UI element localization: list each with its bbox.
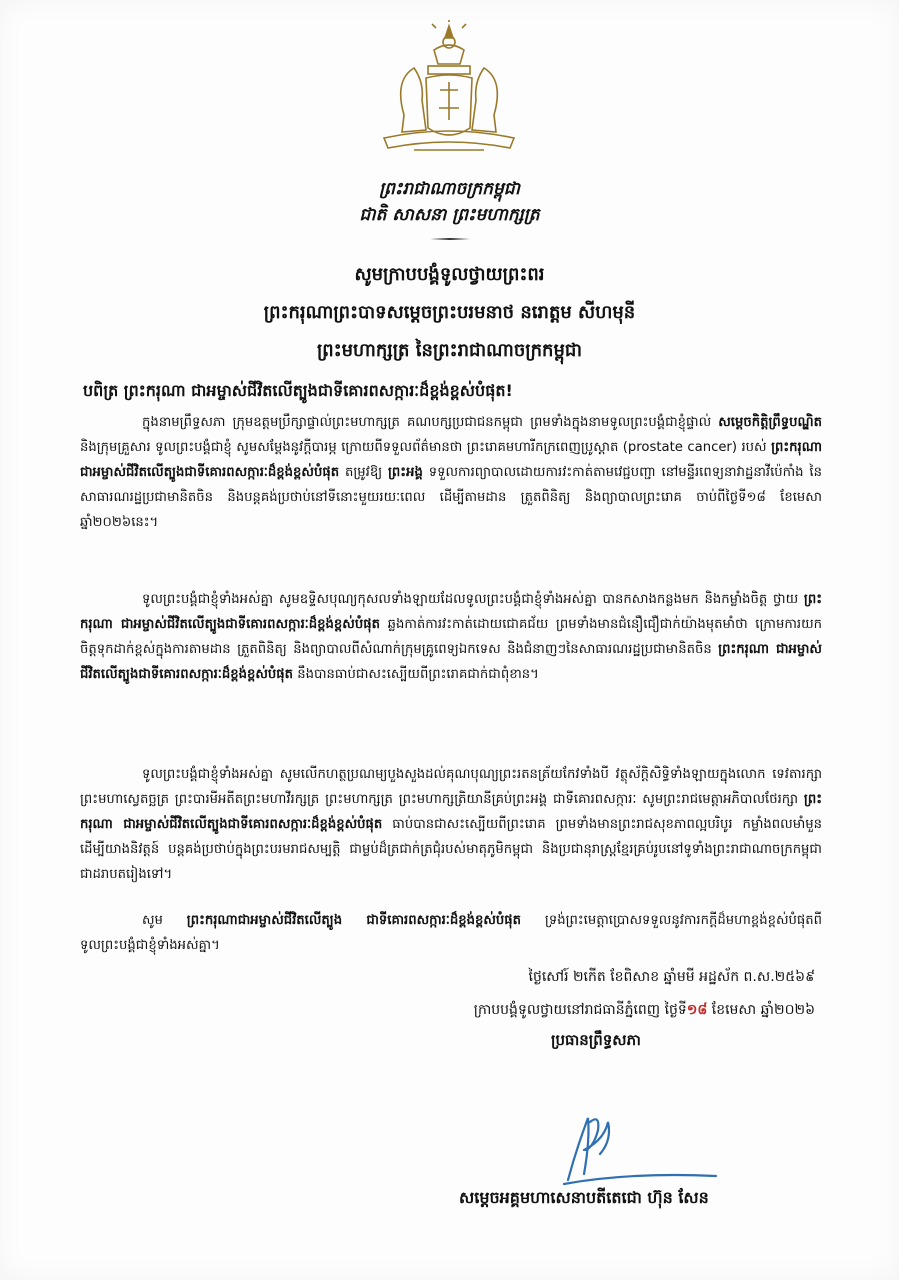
- national-motto: ជាតិ សាសនា ព្រះមហាក្សត្រ: [359, 205, 540, 225]
- paragraph-2: ទូលព្រះបង្គំជាខ្ញុំទាំងអស់គ្នា សូមឧទ្ទិសបុណ្យកុសលទាំងឡាយដែលទូលព្រះបង្គំជាខ្ញុំទាំងអស់គ្នា បានកសាងកន្លងមក និងកម្លាំងចិត្ត ថ្វាយ ព្រះករុណា ជាអម្ចាស់ជីវិតលើត្បូងជាទីគោរពសក្ការៈដ៏ខ្ពង់ខ្ពស់បំផុត ឆ្លងកាត់ការវះកាត់ដោយជោគជ័យ ព្រមទាំងមានជំនឿជឿជាក់យ៉ាងមុតមាំថា ក្រោមការយកចិត្តទុកដាក់ខ្ពស់ក្នុងការតាមដាន ត្រួតពិនិត្យ និងព្យាបាលពីសំណាក់ក្រុមគ្រូពេទ្យឯកទេស និងជំនាញៗនៃសាធារណរដ្ឋប្រជាមានិតចិន ព្រះករុណា ជាអម្ចាស់ជីវិតលើត្បូងជាទីគោរពសក្ការៈដ៏ខ្ពង់ខ្ពស់បំផុត នឹងបានធាប់ជាសះស្បើយពីព្រះរោគជាក់ជាពុំខាន។: [80, 592, 822, 682]
- ornamental-divider: [430, 238, 470, 240]
- letter-title-line-1: សូមក្រាបបង្គំទូលថ្វាយព្រះពរ: [354, 264, 545, 285]
- salutation: បពិត្រ ព្រះករុណា ជាអម្ចាស់ជីវិតលើត្បូងជាទីគោរពសក្ការៈដ៏ខ្ពង់ខ្ពស់បំផុត!: [83, 381, 513, 400]
- letter-title-line-3: ព្រះមហាក្សត្រ នៃព្រះរាជាណាចក្រកម្ពុជា: [316, 340, 583, 361]
- paragraph-1: ក្នុងនាមព្រឹទ្ធសភា ក្រុមឧត្តមប្រឹក្សាផ្ទាល់ព្រះមហាក្សត្រ គណបក្សប្រជាជនកម្ពុជា ព្រមទាំងក្នុងនាមទូលព្រះបង្គំជាខ្ញុំផ្ទាល់ សម្ដេចកិត្តិព្រឹទ្ធបណ្ឌិត និងក្រុមគ្រួសារ ទូលព្រះបង្គំជាខ្ញុំ សូមសម្ដែងនូវក្ដីបារម្ភ ក្រោយពីទទួលព័ត៌មានថា ព្រះរោគមហារីកក្រពេញប្រូស្តាត (prostate cancer) របស់ ព្រះករុណា ជាអម្ចាស់ជីវិតលើត្បូងជាទីគោរពសក្ការៈដ៏ខ្ពង់ខ្ពស់បំផុត តម្រូវឱ្យ ព្រះអង្គ ទទួលការព្យាបាលដោយការវះកាត់តាមវេជ្ជបញ្ជា នៅមន្ទីរពេទ្យនាវាដ្ឋនាវីប៉េកាំង នៃសាធារណរដ្ឋប្រជាមានិតចិន និងបន្តគង់ប្រថាប់នៅទីនោះមួយរយៈពេល ដើម្បីតាមដាន ត្រួតពិនិត្យ និងព្យាបាលព្រះរោគ ចាប់ពីថ្ងៃទី១៨ ខែមេសា ឆ្នាំ២០២៦នេះ។: [80, 415, 822, 530]
- place-and-date: ក្រាបបង្គំទូលថ្វាយនៅរាជធានីភ្នំពេញ ថ្ងៃទី១៨ ខែមេសា ឆ្នាំ២០២៦: [473, 1002, 815, 1018]
- handwritten-signature-icon: [560, 1110, 720, 1190]
- paragraph-3: ទូលព្រះបង្គំជាខ្ញុំទាំងអស់គ្នា សូមលើកហត្ថប្រណម្យបួងសួងដល់គុណបុណ្យព្រះរតនត្រ័យកែវទាំងបី វត្ថុស័ក្តិសិទ្ធិទាំងឡាយក្នុងលោក ទេវតារក្សាព្រះមហាស្វេតច្ឆត្រ ព្រះបារមីអតីតព្រះមហាវីរក្សត្រ ព្រះមហាក្សត្រ ព្រះមហាក្សត្រិយានីគ្រប់ព្រះអង្គ ជាទីគោរពសក្ការៈ សូមព្រះរាជមេត្តាអភិបាលថែរក្សា ព្រះករុណា ជាអម្ចាស់ជីវិតលើត្បូងជាទីគោរពសក្ការៈដ៏ខ្ពង់ខ្ពស់បំផុត ធាប់បានជាសះស្បើយពីព្រះរោគ ព្រមទាំងមានព្រះរាជសុខភាពល្អបរិបូរ កម្លាំងពលមាំមួន ដើម្បីយាងនិវត្តន៍ បន្តគង់ប្រថាប់ក្នុងព្រះបរមរាជសម្បត្តិ ជាម្លប់ដ៏ត្រជាក់ត្រជុំរបស់មាតុភូមិកម្ពុជា និងប្រជានុរាស្ត្រខ្មែរគ្រប់រូបនៅទូទាំងព្រះរាជាណាចក្រកម្ពុជា ជាដរាបតរៀងទៅ។: [80, 767, 822, 882]
- signer-name: សម្តេចអគ្គមហាសេនាបតីតេជោ ហ៊ុន សែន: [459, 1188, 709, 1207]
- signer-position: ប្រធានព្រឹទ្ធសភា: [551, 1031, 641, 1049]
- date-day: ១៨: [686, 1002, 708, 1018]
- royal-arms-emblem-icon: [374, 20, 524, 160]
- kingdom-header: ព្រះរាជាណាចក្រកម្ពុជា: [379, 179, 520, 199]
- paragraph-4: សូម ព្រះករុណាជាអម្ចាស់ជីវិតលើត្បូង ជាទីគោរពសក្ការៈដ៏ខ្ពង់ខ្ពស់បំផុត ទ្រង់ព្រះមេត្តាប្រោសទទួលនូវការកក្ដីដ៏មហាខ្ពង់ខ្ពស់បំផុតពីទូលព្រះបង្គំជាខ្ញុំទាំងអស់គ្នា។: [80, 913, 822, 953]
- letter-title-line-2: ព្រះករុណាព្រះបាទសម្តេចព្រះបរមនាថ នរោត្តម សីហមុនី: [263, 302, 636, 323]
- lunar-date: ថ្ងៃសៅរ៍ ២កើត ខែពិសាខ ឆ្នាំមមី អដ្ឋស័ក ព.ស.២៥៦៩: [528, 969, 815, 985]
